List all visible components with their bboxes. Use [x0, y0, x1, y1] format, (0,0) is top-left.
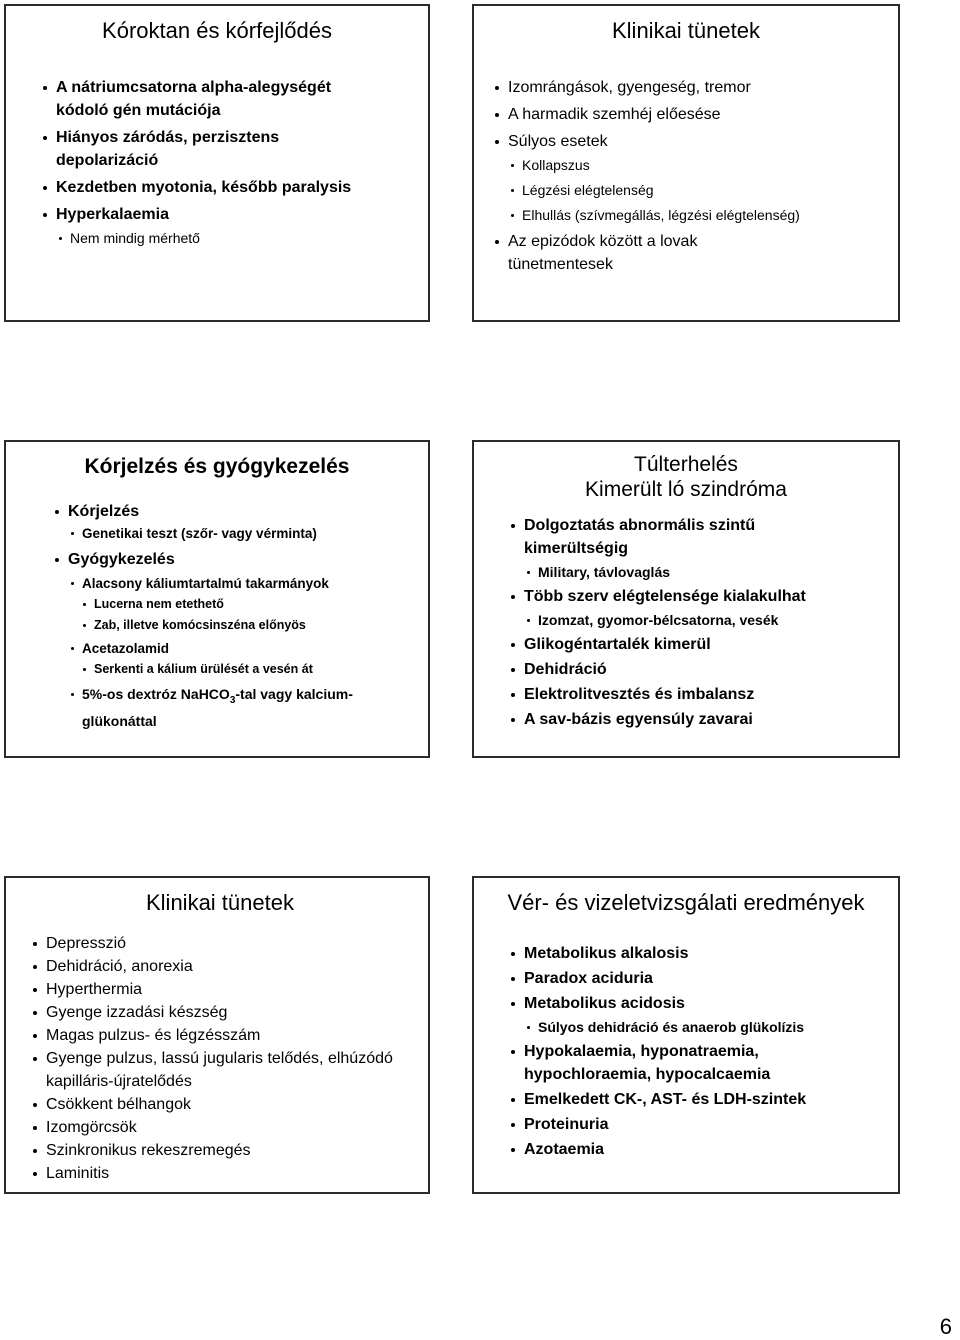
- list-item: Hyperthermia: [32, 978, 422, 1001]
- dextrose-text-cont: -tal vagy kalcium-glükonáttal: [82, 686, 353, 729]
- list-item: Kezdetben myotonia, később paralysis: [42, 176, 422, 199]
- dextrose-text: 5%-os dextróz NaHCO: [82, 686, 230, 702]
- list-item: Gyenge pulzus, lassú jugularis telődés, elhúzódó kapilláris-újratelődés: [32, 1047, 416, 1093]
- list-subitem: [70, 684, 362, 732]
- list-subitem: Légzési elégtelenség: [510, 180, 894, 201]
- list-subitem: Military, távlovaglás: [526, 562, 890, 583]
- list-subsubitem: Serkenti a kálium ürülését a vesén át: [82, 659, 424, 680]
- list-item: Paradox aciduria: [510, 967, 890, 990]
- slide-title: [474, 452, 898, 502]
- list-item: Gyógykezelés: [54, 548, 424, 571]
- slide-exhausted-horse: [472, 440, 900, 758]
- list-item: Proteinuria: [510, 1113, 890, 1136]
- list-item: Súlyos esetek: [494, 130, 894, 153]
- list-subitem: Acetazolamid: [70, 638, 424, 659]
- subscript-3: 3: [229, 694, 236, 706]
- list-subitem: Elhullás (szívmegállás, légzési elégtelenség): [510, 205, 894, 226]
- list-item: Kórjelzés: [54, 500, 424, 523]
- slide-title: Kóroktan és kórfejlődés: [102, 18, 332, 43]
- list-item: Izomgörcsök: [32, 1116, 422, 1139]
- list-item: Gyenge izzadási készség: [32, 1001, 422, 1024]
- list-item: A nátriumcsatorna alpha-alegységét kódoló gén mutációja: [42, 76, 376, 122]
- list-item: Szinkronikus rekeszremegés: [32, 1139, 422, 1162]
- list-subitem: Izomzat, gyomor-bélcsatorna, vesék: [526, 610, 890, 631]
- list-item: Laminitis: [32, 1162, 422, 1185]
- list-item: Hiányos záródás, perzisztens depolarizáció: [42, 126, 346, 172]
- list-subsubitem: Lucerna nem etethető: [82, 594, 424, 615]
- slide-title: Vér- és vizeletvizsgálati eredmények: [507, 890, 865, 915]
- slide-title: Kórjelzés és gyógykezelés: [84, 455, 350, 478]
- list-item: A harmadik szemhéj előesése: [494, 103, 894, 126]
- list-item: Metabolikus alkalosis: [510, 942, 890, 965]
- list-item: Több szerv elégtelensége kialakulhat: [510, 585, 890, 608]
- slide-clinical-signs-2: [4, 876, 430, 1194]
- list-item: Dolgoztatás abnormális szintű kimerültségig: [510, 514, 824, 560]
- slide-lab-results: [472, 876, 900, 1194]
- slide-clinical-signs-1: [472, 4, 900, 322]
- slide-title: Klinikai tünetek: [146, 890, 294, 915]
- list-item: Azotaemia: [510, 1138, 890, 1161]
- title-line-1: Túlterhelés: [634, 453, 738, 476]
- list-item: Dehidráció: [510, 658, 890, 681]
- list-subitem: Kollapszus: [510, 155, 894, 176]
- list-item: Hyperkalaemia: [42, 203, 422, 226]
- list-item: Dehidráció, anorexia: [32, 955, 422, 978]
- list-item: Emelkedett CK-, AST- és LDH-szintek: [510, 1088, 890, 1111]
- list-subitem: Nem mindig mérhető: [58, 228, 422, 249]
- slide-pathogenesis: [4, 4, 430, 322]
- slide-title: Klinikai tünetek: [612, 18, 760, 43]
- list-item: Csökkent bélhangok: [32, 1093, 422, 1116]
- page-number: 6: [939, 1314, 952, 1339]
- list-item: A sav-bázis egyensúly zavarai: [510, 708, 890, 731]
- list-subitem: Genetikai teszt (szőr- vagy vérminta): [70, 523, 424, 544]
- list-subitem: Alacsony káliumtartalmú takarmányok: [70, 573, 424, 594]
- list-item: Glikogéntartalék kimerül: [510, 633, 890, 656]
- slide-diagnosis-treatment: [4, 440, 430, 758]
- list-item: Depresszió: [32, 932, 422, 955]
- list-item: Izomrángások, gyengeség, tremor: [494, 76, 894, 99]
- list-item: Elektrolitvesztés és imbalansz: [510, 683, 890, 706]
- list-item: Hypokalaemia, hyponatraemia, hypochloraemia, hypocalcaemia: [510, 1040, 824, 1086]
- list-subitem: Súlyos dehidráció és anaerob glükolízis: [526, 1017, 890, 1038]
- title-line-2: Kimerült ló szindróma: [585, 478, 787, 501]
- list-item: Magas pulzus- és légzésszám: [32, 1024, 422, 1047]
- list-subsubitem: Zab, illetve komócsinszéna előnyös: [82, 615, 424, 636]
- list-item: Az epizódok között a lovak tünetmentesek: [494, 230, 788, 276]
- list-item: Metabolikus acidosis: [510, 992, 890, 1015]
